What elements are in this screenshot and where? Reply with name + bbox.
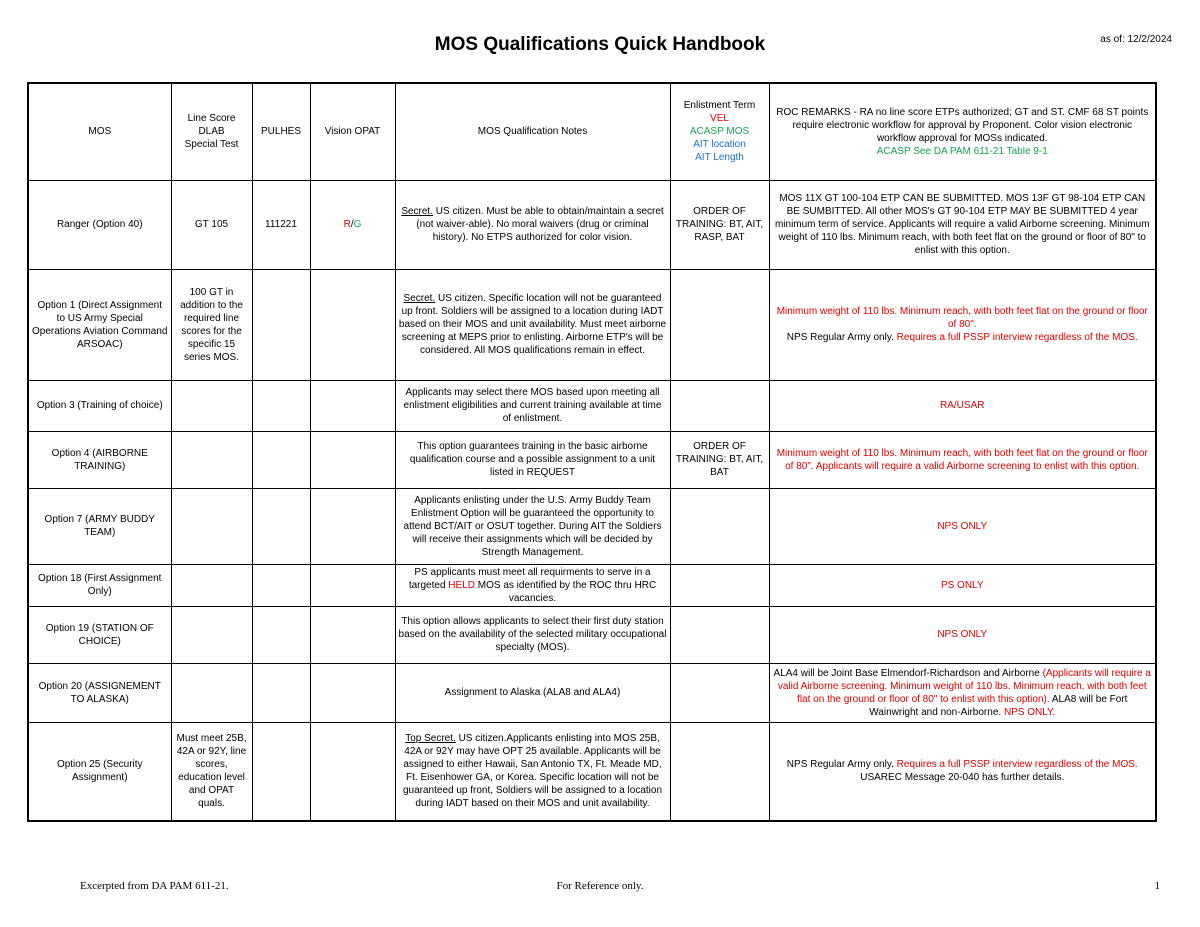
header-mos: MOS xyxy=(28,83,171,180)
table-row: Option 19 (STATION OF CHOICE) This option allows applicants to select their first duty station based on the availability of the selected military occupational specialty (MOS). NPS ONLY xyxy=(28,606,1156,663)
footer-note: For Reference only. xyxy=(556,880,644,892)
header-enlistment: Enlistment Term VEL ACASP MOS AIT location AIT Length xyxy=(670,83,769,180)
table-row: Option 7 (ARMY BUDDY TEAM) Applicants enlisting under the U.S. Army Buddy Team Enlistment Option will be guaranteed the opportunity to attend BCT/AIT or OSUT together. During AIT the Soldiers will receive their assignments which will be decided by Strength Management. NPS ONLY xyxy=(28,488,1156,564)
page-title: MOS Qualifications Quick Handbook xyxy=(434,34,766,55)
header-remarks: ROC REMARKS - RA no line score ETPs authorized; GT and ST. CMF 68 ST points require electronic workflow for approval by Proponent. Color vision electronic workflow approval for MOSs indicated. ACASP See DA PAM 611-21 Table 9-1 xyxy=(769,83,1156,180)
vision-cell: R/G xyxy=(310,180,395,269)
header-line-score: Line Score DLAB Special Test xyxy=(171,83,252,180)
table-row: Option 18 (First Assignment Only) PS applicants must meet all requirments to serve in a targeted HELD MOS as identified by the ROC thru HRC vacancies. PS ONLY xyxy=(28,564,1156,606)
header-notes: MOS Qualification Notes xyxy=(395,83,670,180)
header-vision: Vision OPAT xyxy=(310,83,395,180)
table-row: Option 25 (Security Assignment) Must meet 25B, 42A or 92Y, line scores, education level and OPAT quals. Top Secret. US citizen.Applicants enlisting into MOS 25B, 42A or 92Y may have OPT 25 available. Applicants will be assigned to either Hawaii, San Antonio TX, Ft. Meade MD, Ft. Eisenhower GA, or Korea. Specific location will not be guaranteed up front, Soldiers will be assigned to a location during IADT based on their MOS and unit availability. NPS Regular Army only. Requires a full PSSP interview regardless of the MOS. USAREC Message 20-040 has further details. xyxy=(28,722,1156,821)
as-of-date: as of: 12/2/2024 xyxy=(1100,34,1172,45)
header-row xyxy=(28,83,1156,180)
footer-source: Excerpted from DA PAM 611-21. xyxy=(80,880,229,892)
page-number: 1 xyxy=(1154,880,1160,892)
table-row: Option 4 (AIRBORNE TRAINING) This option guarantees training in the basic airborne qualification course and a possible assignment to a unit listed in REQUEST ORDER OF TRAINING: BT, AIT, BAT Minimum weight of 110 lbs. Minimum reach, with both feet flat on the ground or floor of 80". Applicants will require a valid Airborne screening to enlist with this option. xyxy=(28,431,1156,488)
table-row: Ranger (Option 40) GT 105 111221 R/G Secret. US citizen. Must be able to obtain/maintain a secret (not waiver-able). No moral waivers (drug or criminal history). No ETPS authorized for color vision. ORDER OF TRAINING: BT, AIT, RASP, BAT MOS 11X GT 100-104 ETP CAN BE SUBMITTED. MOS 13F GT 98-104 ETP CAN BE SUMBITTED. All other MOS's GT 90-104 ETP MAY BE SUBMITTED 4 year minimum term of service. Applicants will require a valid Airborne screening. Minimum weight of 110 lbs. Minimum reach, with both feet flat on the ground or floor of 80" to enlist with this option. xyxy=(28,180,1156,269)
table-row: Option 1 (Direct Assignment to US Army Special Operations Aviation Command ARSOAC) 100 GT in addition to the required line scores for the specific 15 series MOS. Secret. US citizen. Specific location will not be guaranteed up front. Soldiers will be assigned to a location during IADT based on their MOS and unit availability. Must meet airborne screening at MEPS prior to enlisting. Airborne ETP's will be considered. All MOS qualifications remain in effect. Minimum weight of 110 lbs. Minimum reach, with both feet flat on the ground or floor of 80". NPS Regular Army only. Requires a full PSSP interview regardless of the MOS. xyxy=(28,269,1156,380)
header-pulhes: PULHES xyxy=(252,83,310,180)
table-row: Option 3 (Training of choice) Applicants may select there MOS based upon meeting all enlistment eligibilities and current training available at time of enlistment. RA/USAR xyxy=(28,380,1156,431)
table-row: Option 20 (ASSIGNEMENT TO ALASKA) Assignment to Alaska (ALA8 and ALA4) ALA4 will be Joint Base Elmendorf-Richardson and Airborne (Applicants will require a valid Airborne screening. Minimum weight of 110 lbs. Minimum reach, with both feet flat on the ground or floor of 80" to enlist with this option). ALA8 will be Fort Wainwright and non-Airborne. NPS ONLY. xyxy=(28,663,1156,722)
mos-table xyxy=(27,82,1157,822)
